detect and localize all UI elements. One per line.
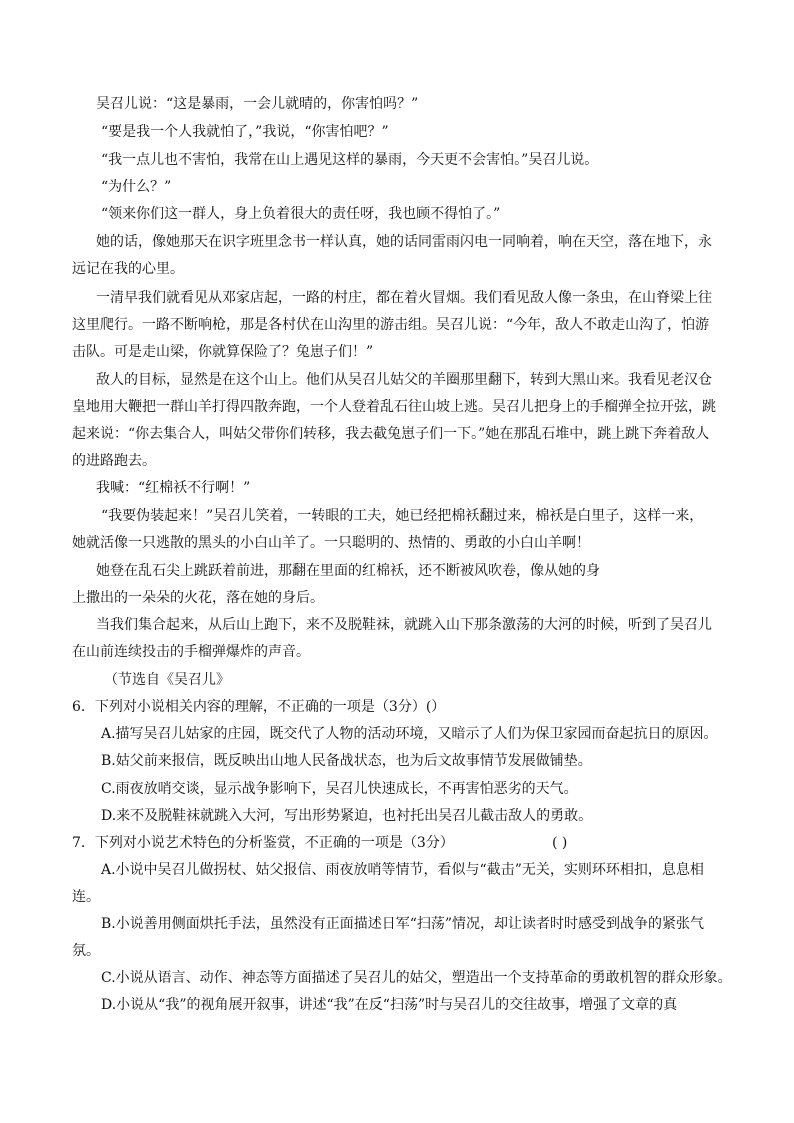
story-paragraph: 吴召儿说：“这是暴雨，一会儿就晴的，你害怕吗？” — [96, 96, 419, 112]
story-paragraph: 当我们集合起来，从后山上跑下，来不及脱鞋袜，就跳入山下那条激荡的大河的时候，听到了吴召儿 — [96, 617, 712, 633]
question-6-option-c: C.雨夜放哨交谈，显示战争影响下，吴召儿快速成长，不再害怕恶劣的天气。 — [101, 781, 578, 797]
story-paragraph: “领来你们这一群人，身上负着很大的责任呀，我也顾不得怕了。” — [101, 206, 501, 222]
question-6-stem: 6．下列对小说相关内容的理解，不正确的一项是（3分）(） — [72, 699, 446, 715]
story-paragraph: 敌人的目标，显然是在这个山上。他们从吴召儿姑父的羊圈那里翻下，转到大黑山来。我看见老汉仓 — [96, 372, 712, 388]
story-paragraph-continued: 在山前连续投击的手榴弹爆炸的声音。 — [72, 644, 310, 660]
question-6-option-b: B.姑父前来报信，既反映出山地人民备战状态，也为后文故事情节发展做铺垫。 — [101, 753, 592, 769]
story-paragraph-continued: 远记在我的心里。 — [72, 261, 184, 277]
story-paragraph: 她登在乱石尖上跳跃着前进，那翻在里面的红棉袄，还不断被风吹卷，像从她的身 — [96, 563, 600, 579]
story-paragraph-continued: 这里爬行。一路不断响枪，那是各村伏在山沟里的游击组。吴召儿说：“今年，敌人不敢走山沟了，怕游 — [72, 317, 710, 333]
story-paragraph: 她的话，像她那天在识字班里念书一样认真，她的话同雷雨闪电一同响着，响在天空，落在地下，永 — [96, 234, 712, 250]
question-7-stem: 7．下列对小说艺术特色的分析鉴赏，不正确的一项是（3分） — [72, 835, 454, 851]
story-paragraph: 我喊：“红棉袄不行啊！” — [96, 480, 251, 496]
story-paragraph: “我要伪装起来！”吴召儿笑着，一转眼的工夫，她已经把棉袄翻过来，棉袄是白里子，这样一来， — [101, 508, 704, 524]
story-paragraph: “为什么？” — [101, 179, 172, 195]
story-paragraph-continued: 她就活像一只逃散的黑头的小白山羊了。一只聪明的、热情的、勇敢的小白山羊啊！ — [72, 535, 590, 551]
question-7-option-a: A.小说中吴召儿做拐杖、姑父报信、雨夜放哨等情节，看似与“截击”无关，实则环环相扣，息息相 — [101, 862, 704, 878]
question-7-option-d: D.小说从“我”的视角展开叙事，讲述“我”在反“扫荡”时与吴召儿的交往故事，增强了文章的真 — [101, 997, 678, 1013]
story-paragraph: 一清早我们就看见从邓家店起，一路的村庄，都在着火冒烟。我们看见敌人像一条虫，在山脊梁上往 — [96, 290, 712, 306]
story-paragraph: “要是我一个人我就怕了，”我说，“你害怕吧？” — [101, 124, 389, 140]
question-6-option-a: A.描写吴召儿姑家的庄园，既交代了人物的活动环境，又暗示了人们为保卫家园而奋起抗日的原因。 — [101, 726, 718, 742]
question-7-option-b: B.小说善用侧面烘托手法，虽然没有正面描述日军“扫荡”情况，却让读者时时感受到战争的紧张气 — [101, 916, 705, 932]
story-paragraph-continued: 皇地用大鞭把一群山羊打得四散奔跑，一个人登着乱石往山坡上逃。吴召儿把身上的手榴弹全拉开弦，跳 — [72, 399, 716, 415]
question-7-option-c: C.小说从语言、动作、神态等方面描述了吴召儿的姑父，塑造出一个支持革命的勇敢机智的群众形象。 — [101, 970, 732, 986]
question-7-option-b-continued: 氛。 — [72, 943, 100, 959]
question-6-option-d: D.来不及脱鞋袜就跳入大河，写出形势紧迫，也衬托出吴召儿截击敌人的勇敢。 — [101, 808, 593, 824]
story-paragraph-continued: 的进路跑去。 — [72, 453, 156, 469]
source-citation: （节选自《吴召儿》 — [104, 672, 230, 688]
question-7-option-a-continued: 连。 — [72, 889, 100, 905]
story-paragraph-continued: 起来说：“你去集合人，叫姑父带你们转移，我去截兔崽子们一下。”她在那乱石堆中，跳上跳下奔着敌人 — [72, 426, 710, 442]
answer-parentheses: ( ) — [552, 835, 568, 851]
story-paragraph: “我一点儿也不害怕，我常在山上遇见这样的暴雨，今天更不会害怕。”吴召儿说。 — [101, 152, 599, 168]
story-paragraph-continued: 击队。可是走山梁，你就算保险了？兔崽子们！” — [72, 344, 374, 360]
story-paragraph-continued: 上撒出的一朵朵的火花，落在她的身后。 — [72, 590, 324, 606]
